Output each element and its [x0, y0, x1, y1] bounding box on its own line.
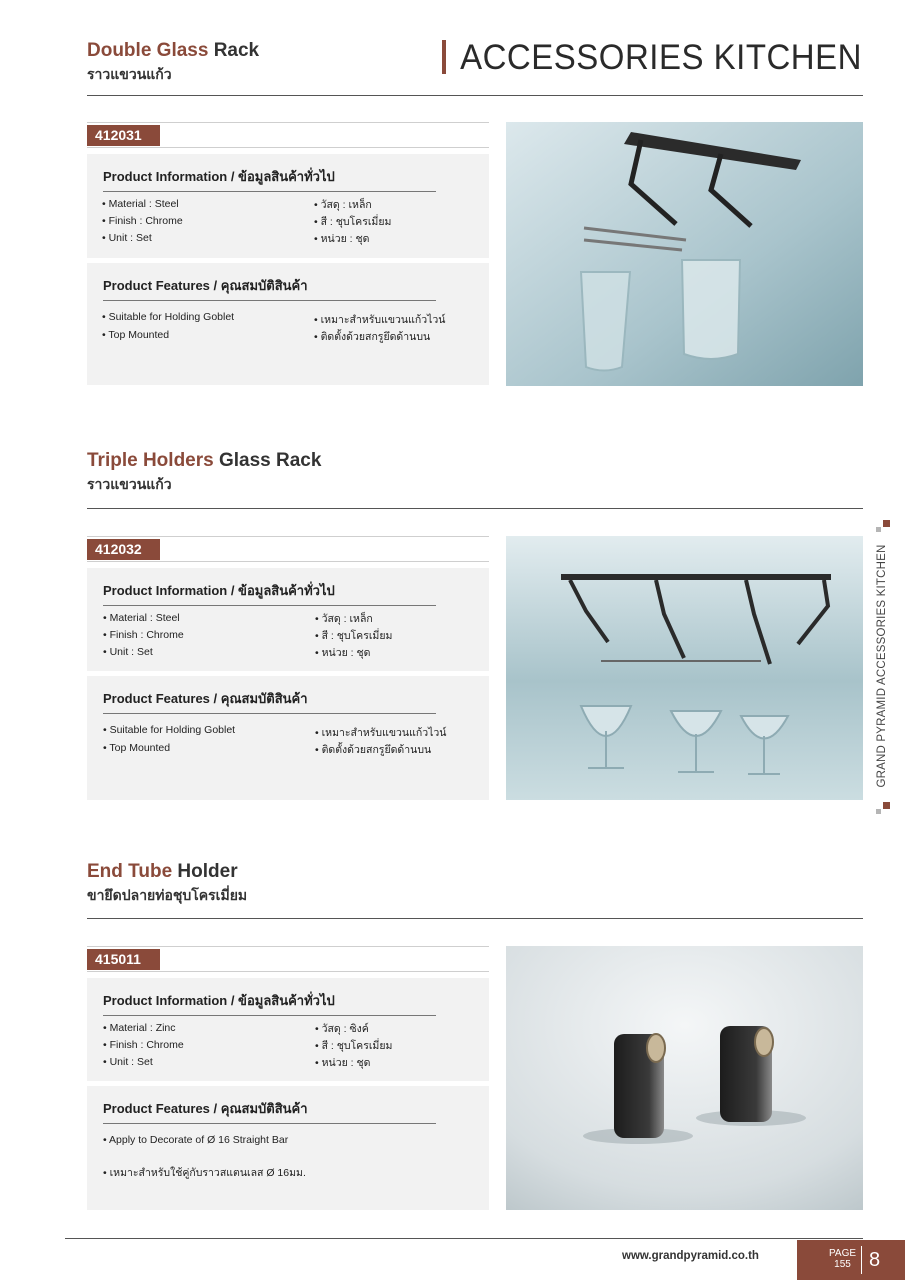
page-header	[87, 40, 259, 86]
feature-item: • Top Mounted	[103, 742, 171, 754]
category-title: ACCESSORIES KITCHEN	[460, 36, 862, 77]
decor-square	[883, 802, 890, 809]
product-features-panel	[87, 1086, 489, 1210]
footer-divider	[65, 1238, 863, 1239]
decor-square	[876, 527, 881, 532]
category-heading	[442, 38, 862, 76]
features-heading: Product Features / คุณสมบัติสินค้า	[103, 1098, 436, 1124]
info-item: • Unit : Set	[102, 232, 152, 244]
feature-item-th: • เหมาะสำหรับแขวนแก้วไวน์	[315, 727, 447, 739]
product-photo-end-tube-holder	[506, 946, 863, 1210]
info-item: • Material : Steel	[102, 198, 179, 210]
product-title-3: End Tube Holder	[87, 861, 238, 882]
info-item-th: • วัสดุ : เหล็ก	[314, 199, 372, 211]
info-heading: Product Information / ข้อมูลสินค้าทั่วไป	[103, 990, 436, 1016]
product-subtitle-3: ขายึดปลายท่อชุบโครเมี่ยม	[87, 887, 248, 903]
divider	[87, 95, 863, 96]
info-item: • Finish : Chrome	[102, 215, 183, 227]
info-item-th: • สี : ชุบโครเมี่ยม	[315, 1040, 393, 1052]
feature-item-th: • เหมาะสำหรับใช้คู่กับราวสแตนเลส Ø 16มม.	[103, 1167, 306, 1179]
info-item: • Material : Zinc	[103, 1022, 176, 1034]
product-heading-3	[87, 861, 247, 907]
accent-bar	[442, 40, 446, 74]
product-features-panel	[87, 676, 489, 800]
info-item-th: • หน่วย : ชุด	[315, 647, 371, 659]
product-code-badge: 415011	[87, 949, 160, 970]
info-item-th: • วัสดุ : ซิงค์	[315, 1023, 369, 1035]
info-item: • Unit : Set	[103, 646, 153, 658]
divider	[87, 508, 863, 509]
product-info-panel	[87, 978, 489, 1081]
info-item: • Unit : Set	[103, 1056, 153, 1068]
info-item: • Finish : Chrome	[103, 629, 184, 641]
website-link[interactable]: www.grandpyramid.co.th	[622, 1250, 759, 1262]
feature-item-th: • ติดตั้งด้วยสกรูยึดด้านบน	[315, 744, 432, 756]
product-code-row	[87, 946, 489, 972]
info-item-th: • หน่วย : ชุด	[315, 1057, 371, 1069]
info-item-th: • สี : ชุบโครเมี่ยม	[314, 216, 392, 228]
page-separator	[861, 1246, 862, 1274]
product-code-badge: 412031	[87, 125, 160, 146]
info-item-th: • หน่วย : ชุด	[314, 233, 370, 245]
features-heading: Product Features / คุณสมบัติสินค้า	[103, 688, 436, 714]
info-item-th: • วัสดุ : เหล็ก	[315, 613, 373, 625]
product-subtitle-1: ราวแขวนแก้ว	[87, 66, 172, 82]
page-label: PAGE 155	[829, 1248, 857, 1270]
product-features-panel	[87, 263, 489, 385]
decor-square	[883, 520, 890, 527]
product-subtitle-2: ราวแขวนแก้ว	[87, 476, 172, 492]
product-photo-triple-rack	[506, 536, 863, 800]
product-info-panel	[87, 154, 489, 258]
product-code-row	[87, 122, 489, 148]
feature-item-th: • เหมาะสำหรับแขวนแก้วไวน์	[314, 314, 446, 326]
product-code-badge: 412032	[87, 539, 160, 560]
feature-item: • Suitable for Holding Goblet	[103, 724, 236, 736]
features-heading: Product Features / คุณสมบัติสินค้า	[103, 275, 436, 301]
page-number-box	[797, 1240, 905, 1280]
divider	[87, 918, 863, 919]
side-category-label: GRAND PYRAMID ACCESSORIES KITCHEN	[876, 544, 888, 788]
info-item: • Finish : Chrome	[103, 1039, 184, 1051]
feature-item: • Top Mounted	[102, 329, 170, 341]
feature-item-th: • ติดตั้งด้วยสกรูยึดด้านบน	[314, 331, 431, 343]
feature-item: • Suitable for Holding Goblet	[102, 311, 235, 323]
page-number: 8	[869, 1249, 881, 1271]
product-title-1: Double Glass Rack	[87, 40, 260, 61]
product-photo-double-rack	[506, 122, 863, 386]
product-title-2: Triple Holders Glass Rack	[87, 450, 322, 471]
info-heading: Product Information / ข้อมูลสินค้าทั่วไป	[103, 580, 436, 606]
info-heading: Product Information / ข้อมูลสินค้าทั่วไป	[103, 166, 436, 192]
product-heading-2	[87, 450, 321, 496]
decor-square	[876, 809, 881, 814]
product-info-panel	[87, 568, 489, 671]
info-item: • Material : Steel	[103, 612, 180, 624]
feature-item: • Apply to Decorate of Ø 16 Straight Bar	[103, 1134, 289, 1146]
product-code-row	[87, 536, 489, 562]
info-item-th: • สี : ชุบโครเมี่ยม	[315, 630, 393, 642]
